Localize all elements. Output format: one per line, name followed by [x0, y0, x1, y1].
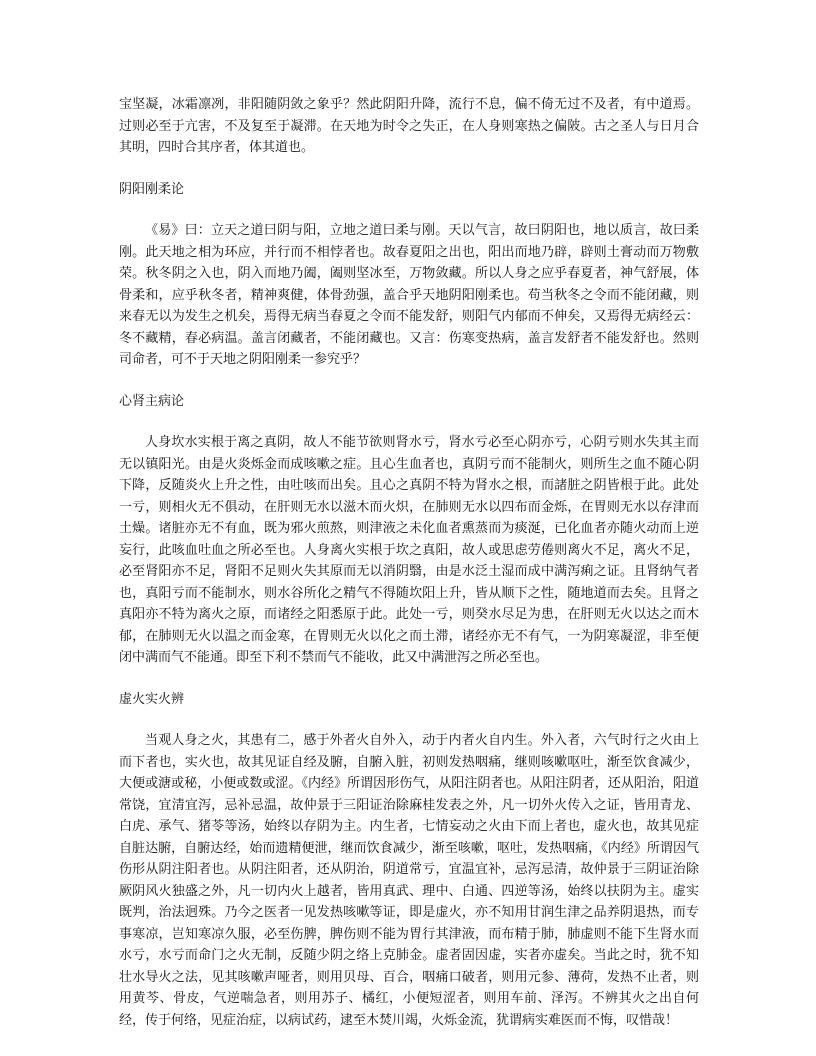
section-title-xuhuo: 虚火实火辨 [119, 691, 185, 707]
section-title-yinyang: 阴阳刚柔论 [119, 181, 185, 197]
section-body-xuhuo: 当观人身之火，其患有二，感于外者火自外入，动于内者火自内生。外入者，六气时行之火由上而下者也，实火也，故其见证自经及腑，自腑入脏，初则发热咽痛，继则咳嗽呕吐，渐至饮食减少，大便或溏或秘，小便或数或涩。《内经》所谓因形伤气，从阳注阴者也。从阳注阴者，还从阳治，阳道常饶，宜清宜泻，忌补忌温，故仲景于三阳证治除麻桂发表之外，凡一切外火传入之证，皆用青龙、白虎、承气、猪苓等汤，始终以存阴为主。内生者，七情妄动之火由下而上者也，虚火也，故其见症自脏达腑，自腑达经，始而遗精便泄，继而饮食减少，渐至咳嗽，呕吐，发热咽痛，《内经》所谓因气伤形从阴注阳者也。从阴注阳者，还从阴治，阴道常亏，宜温宜补，忌泻忌清，故仲景于三阴证治除厥阴风火独盛之外，凡一切内火上越者，皆用真武、理中、白通、四逆等汤，始终以扶阴为主。虚实既判，治法迥殊。乃今之医者一见发热咳嗽等证，即是虚火，亦不知用甘润生津之品养阴退热，而专事寒凉，岂知寒凉久服，必至伤脾，脾伤则不能为胃行其津液，而布精于肺，肺虚则不能下生肾水而水亏，水亏而命门之火无制，反随少阴之络上克肺金。虚者固因虚，实者亦虚矣。当此之时，犹不知壮水导火之法，见其咳嗽声哑者，则用贝母、百合，咽痛口破者，则用元参、薄荷，发热不止者，则用黄芩、骨皮，气逆喘急者，则用苏子、橘红，小便短涩者，则用车前、泽泻。不辨其火之出自何经，传于何络，见症治症，以病试药，逮至木焚川竭，火烁金流，犹谓病实难医而不悔，叹惜哉！ [119, 733, 699, 1028]
section-body-xinshen: 人身坎水实根于离之真阴，故人不能节欲则肾水亏，肾水亏必至心阴亦亏，心阴亏则水失其主而无以镇阳光。由是火炎烁金而成咳嗽之症。且心生血者也，真阴亏而不能制火，则所生之血不随心阴下降，反随炎火上升之性，由吐咳而出矣。且心之真阴不特为肾水之根，而諸脏之阴皆根于此。此处一亏，则相火无不俱动，在肝则无水以滋木而火炽，在肺则无水以四布而金烁，在胃则无水以存津而土燥。诸脏亦无不有血，既为邪火煎熬，则津液之未化血者熏蒸而为痰涎，已化血者亦随火动而上逆妄行，此咳血吐血之所必至也。人身离火实根于坎之真阳，故人或思虑劳倦则离火不足，离火不足，必至肾阳亦不足，肾阳不足则火失其原而无以消阴翳，由是水泛土湿而成中满泻痢之证。且肾纳气者也，真阳亏而不能制水，则水谷所化之精气不得随坎阳上升，皆从顺下之性，随地道而去矣。且肾之真阳亦不特为离火之原，而诸经之阳悉原于此。此处一亏，则癸水尽足为患，在肝则无火以达之而木郁，在肺则无火以温之而金寒，在胃则无火以化之而土滞，诸经亦无不有气，一为阴寒凝涩，非至便闭中满而气不能通。即至下利不禁而气不能收，此又中满泄泻之所必至也。 [119, 435, 699, 665]
section-title-xinshen: 心肾主病论 [119, 393, 185, 409]
document-page [119, 94, 699, 1031]
continued-paragraph: 宝坚凝，冰霜凛冽，非阳随阴敛之象乎？然此阴阳升降，流行不息，偏不倚无过不及者，有中道焉。过则必至于亢害，不及复至于凝滞。在天地为时令之失正，在人身则寒热之偏陂。古之圣人与日月合其明，四时合其序者，体其道也。 [119, 97, 699, 155]
section-body-yinyang: 《易》曰：立天之道曰阴与阳，立地之道曰柔与刚。天以气言，故曰阴阳也，地以质言，故曰柔刚。此天地之相为环应，并行而不相悖者也。故春夏阳之出也，阳出而地乃辟，辟则土膏动而万物敷荣。秋冬阴之入也，阴入而地乃阖，阖则坚冰至，万物敛藏。所以人身之应乎春夏者，神气舒展，体骨柔和，应乎秋冬者，精神爽健，体骨劲强，盖合乎天地阴阳刚柔也。苟当秋冬之令而不能闭藏，则来春无以为发生之机矣，焉得无病当春夏之令而不能发舒，则阳气内郁而不伸矣，又焉得无病经云：冬不藏精，春必病温。盖言闭藏者，不能闭藏也。又言：伤寒变热病，盖言发舒者不能发舒也。然则司命者，可不于天地之阴阳刚柔一参究乎？ [119, 223, 699, 367]
